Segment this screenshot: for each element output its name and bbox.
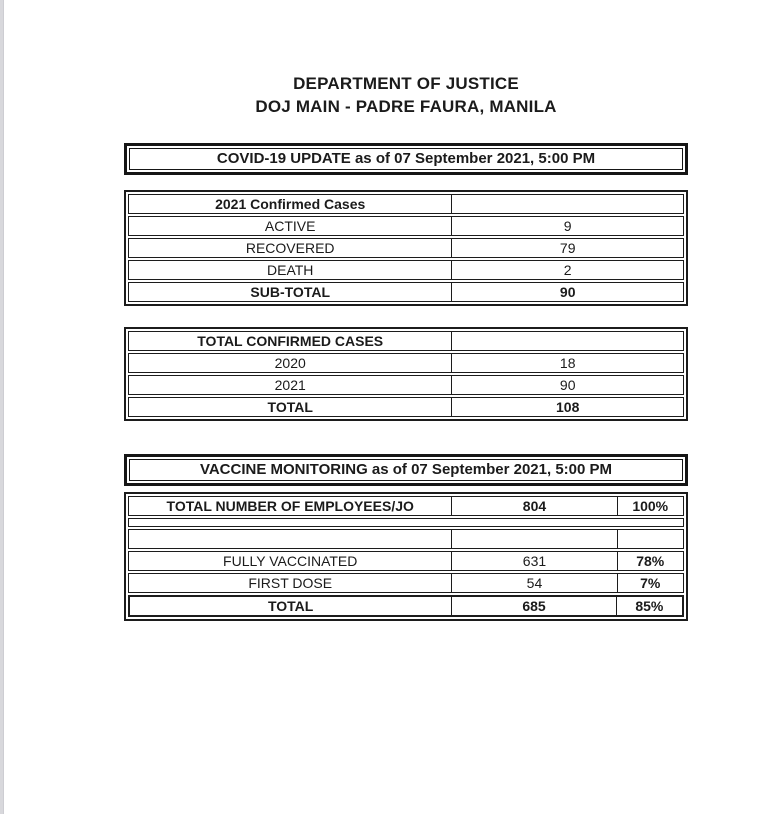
spacer-row [128,518,684,527]
table-header-row [128,331,684,351]
page-edge-strip [0,0,4,814]
table-row [128,375,684,395]
row-label: TOTAL NUMBER OF EMPLOYEES/JO [166,498,414,514]
table-row [128,551,684,571]
table-row [128,260,684,280]
org-title: DEPARTMENT OF JUSTICE [293,74,519,93]
total-value: 685 [451,597,615,615]
table-row [128,216,684,236]
row-value: 804 [451,497,616,515]
empty-row [128,529,684,549]
table-total-row [128,397,684,417]
row-value: 54 [451,574,616,592]
row-percent: 7% [617,574,683,592]
table-title: 2021 Confirmed Cases [215,196,366,212]
table-row [128,238,684,258]
total-percent: 85% [616,597,682,615]
org-subtitle: DOJ MAIN - PADRE FAURA, MANILA [255,97,557,116]
row-value: 631 [451,552,616,570]
total-value: 90 [451,283,683,301]
row-percent: 78% [617,552,683,570]
row-value: 90 [451,376,683,394]
row-label: 2020 [274,355,306,371]
row-label: RECOVERED [245,240,335,256]
table-header-row [128,194,684,214]
row-label: FULLY VACCINATED [223,553,358,569]
total-confirmed-cases-table [124,327,688,421]
row-value: 2 [451,261,683,279]
total-label: TOTAL [267,399,313,415]
table-header-blank-cell [451,332,683,350]
row-value: 9 [451,217,683,235]
vaccine-monitoring-banner-text: VACCINE MONITORING as of 07 September 2021, 5:00 PM [129,459,683,481]
total-value: 108 [451,398,683,416]
row-label: ACTIVE [264,218,316,234]
total-label: TOTAL [267,598,314,614]
table-total-row [128,282,684,302]
blank-cell [129,530,451,548]
table-header-blank-cell [451,195,683,213]
row-label: 2021 [274,377,306,393]
confirmed-cases-2021-table [124,190,688,306]
row-value: 18 [451,354,683,372]
row-label: DEATH [267,262,314,278]
row-label: FIRST DOSE [248,575,333,591]
vaccine-monitoring-banner [124,454,688,486]
table-title: TOTAL CONFIRMED CASES [197,333,384,349]
covid-update-banner [124,143,688,175]
vaccine-monitoring-table [124,492,688,621]
table-row [128,353,684,373]
employees-total-row [128,496,684,516]
table-row [128,573,684,593]
blank-cell [129,519,683,526]
blank-cell [617,530,683,548]
covid-update-banner-text: COVID-19 UPDATE as of 07 September 2021, 5:00 PM [129,148,683,170]
row-value: 79 [451,239,683,257]
row-percent: 100% [617,497,683,515]
blank-cell [451,530,616,548]
org-header [124,72,688,118]
total-label: SUB-TOTAL [250,284,330,300]
table-total-row [128,595,684,617]
